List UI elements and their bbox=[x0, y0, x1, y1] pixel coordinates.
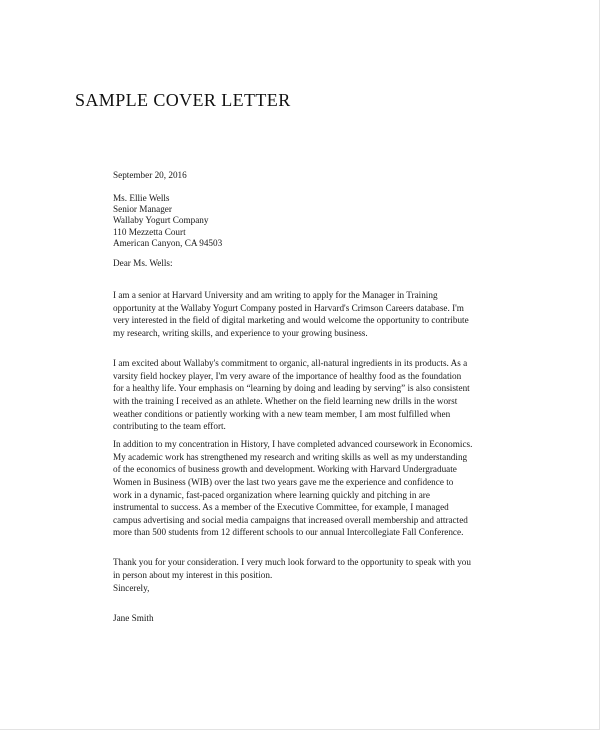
closing-phrase: Sincerely, bbox=[113, 583, 150, 593]
salutation: Dear Ms. Wells: bbox=[113, 258, 173, 268]
recipient-address-block bbox=[113, 193, 222, 249]
recipient-company: Wallaby Yogurt Company bbox=[113, 215, 209, 226]
letter-date: September 20, 2016 bbox=[113, 170, 187, 180]
recipient-street: 110 Mezzetta Court bbox=[113, 226, 186, 237]
page-title: SAMPLE COVER LETTER bbox=[75, 90, 291, 110]
signature-name: Jane Smith bbox=[113, 613, 154, 623]
body-paragraph: Thank you for your consideration. I very much look forward to the opportunity to speak with you in person about my interest in this position. bbox=[113, 557, 471, 580]
body-paragraph: I am a senior at Harvard University and am writing to apply for the Manager in Training opportunity at the Wallaby Yogurt Company posted in Harvard's Crimson Careers database. I'm very interested in the field of digital marketing and would welcome the opportunity to contribute my research, writing skills, and experience to your growing business. bbox=[113, 290, 469, 338]
body-paragraph: I am excited about Wallaby's commitment to organic, all-natural ingredients in its products. As a varsity field hockey player, I'm very aware of the importance of healthy food as the foundation for a healthy life. Your emphasis on “learning by doing and leading by serving” is also consistent with the training I received as an athlete. Whether on the field learning new drills in the worst weather conditions or patiently working with a new team member, I am most fulfilled when contributing to the team effort. bbox=[113, 358, 470, 432]
recipient-city-state-zip: American Canyon, CA 94503 bbox=[113, 237, 223, 248]
recipient-name: Ms. Ellie Wells bbox=[113, 193, 170, 203]
recipient-job-title: Senior Manager bbox=[113, 204, 172, 215]
body-paragraph: In addition to my concentration in History, I have completed advanced coursework in Economics. My academic work has strengthened my research and writing skills as well as my understanding of the economics of business growth and development. Working with Harvard Undergraduate Women in Business (WIB) over the last two years gave me the experience and confidence to work in a dynamic, fast-paced organization where learning quickly and pitching in are instrumental to success. As a member of the Executive Committee, for example, I managed campus advertising and social media campaigns that increased overall membership and attracted more than 500 students from 12 different schools to our annual Intercollegiate Fall Conference. bbox=[113, 439, 473, 538]
